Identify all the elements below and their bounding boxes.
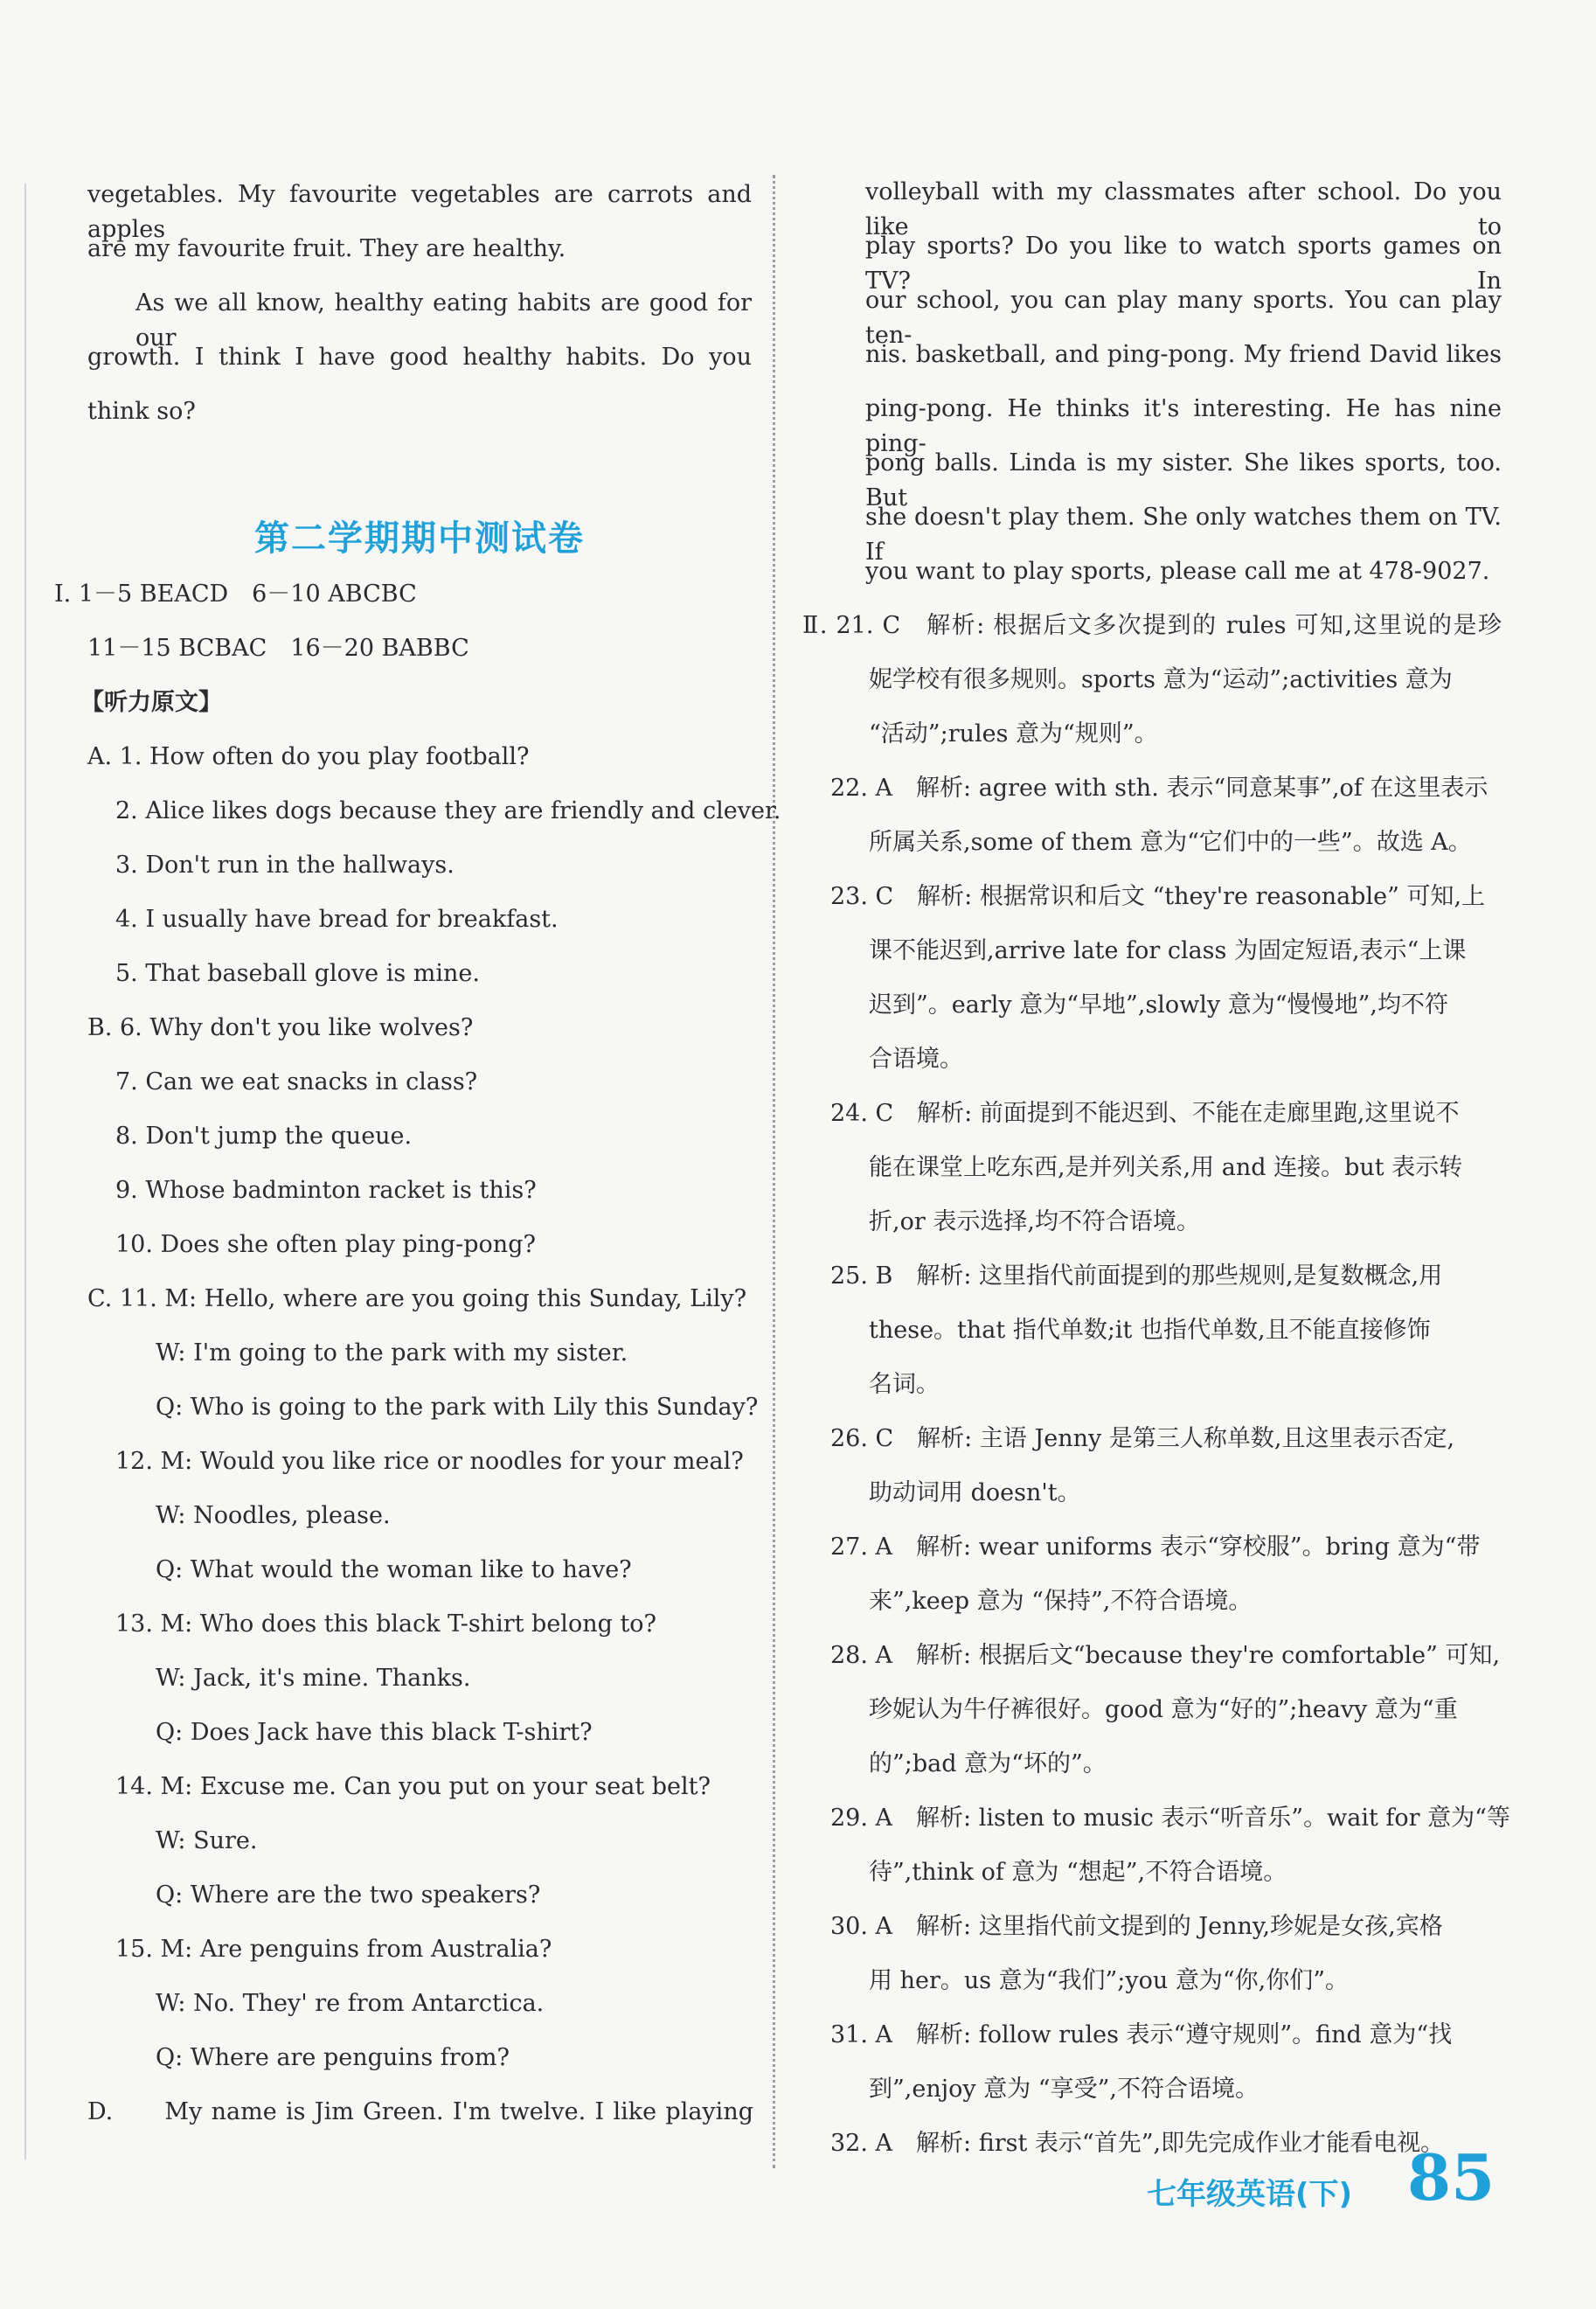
script-label: 【听力原文】: [80, 689, 222, 716]
script-line: W: Jack, it's mine. Thanks.: [156, 1665, 471, 1692]
text-line: are my favourite fruit. They are healthy.: [87, 235, 566, 262]
script-line: B. 6. Why don't you like wolves?: [87, 1014, 474, 1041]
script-line: 10. Does she often play ping-pong?: [115, 1231, 536, 1258]
script-line: Q: What would the woman like to have?: [156, 1556, 632, 1583]
explanation-line: 29. A 解析: listen to music 表示“听音乐”。wait for 意为“等: [830, 1805, 1510, 1832]
section-heading: 第二学期期中测试卷: [254, 518, 585, 559]
script-line: A. 1. How often do you play football?: [87, 743, 530, 770]
explanation-line: 到”,enjoy 意为 “享受”,不符合语境。: [869, 2076, 1259, 2103]
explanation-line: 名词。: [869, 1371, 940, 1398]
explanation-line: 能在课堂上吃东西,是并列关系,用 and 连接。but 表示转: [869, 1154, 1463, 1181]
script-line: 7. Can we eat snacks in class?: [115, 1068, 478, 1095]
explanation-line: 所属关系,some of them 意为“它们中的一些”。故选 A。: [869, 829, 1472, 856]
explanation-line: 来”,keep 意为 “保持”,不符合语境。: [869, 1588, 1253, 1615]
footer-book-title: 七年级英语(下): [1147, 2177, 1353, 2212]
text-line: vegetables. My favourite vegetables are carrots and apples: [87, 181, 752, 243]
script-line: nis. basketball, and ping-pong. My friend David likes: [865, 341, 1502, 368]
script-line: 12. M: Would you like rice or noodles for your meal?: [115, 1448, 744, 1475]
explanation-line: 28. A 解析: 根据后文“because they're comfortable” 可知,: [830, 1642, 1501, 1669]
script-line: 15. M: Are penguins from Australia?: [115, 1936, 552, 1963]
script-line: 4. I usually have bread for breakfast.: [115, 906, 559, 933]
column-divider: [773, 175, 775, 2168]
explanation-line: 合语境。: [869, 1046, 963, 1073]
explanation-line: 的”;bad 意为“坏的”。: [869, 1750, 1107, 1777]
text-line: think so?: [87, 398, 196, 425]
script-line: volleyball with my classmates after school. Do you like to: [865, 178, 1502, 240]
script-line: our school, you can play many sports. You can play ten-: [865, 287, 1502, 349]
explanation-line: 课不能迟到,arrive late for class 为固定短语,表示“上课: [869, 937, 1467, 964]
script-line: 9. Whose badminton racket is this?: [115, 1177, 537, 1204]
explanation-line: 31. A 解析: follow rules 表示“遵守规则”。find 意为“找: [830, 2021, 1453, 2048]
script-line: 5. That baseball glove is mine.: [115, 960, 480, 987]
explanation-line: 助动词用 doesn't。: [869, 1479, 1081, 1506]
script-line: Q: Where are the two speakers?: [156, 1881, 541, 1909]
script-line: you want to play sports, please call me at 478-9027.: [865, 558, 1490, 585]
script-line: W: Noodles, please.: [156, 1502, 391, 1529]
explanation-line: 用 her。us 意为“我们”;you 意为“你,你们”。: [869, 1967, 1350, 1994]
script-line: ping-pong. He thinks it's interesting. He has nine ping-: [865, 395, 1502, 457]
script-line: 2. Alice likes dogs because they are friendly and clever.: [115, 797, 781, 824]
explanation-line: 23. C 解析: 根据常识和后文 “they're reasonable” 可知,上: [830, 883, 1486, 910]
script-line: she doesn't play them. She only watches them on TV. If: [865, 504, 1502, 566]
explanation-line: 迟到”。early 意为“早地”,slowly 意为“慢慢地”,均不符: [869, 991, 1448, 1019]
text-line: As we all know, healthy eating habits are good for our: [135, 289, 752, 351]
explanation-line: 22. A 解析: agree with sth. 表示“同意某事”,of 在这里表示: [830, 775, 1488, 802]
explanation-line: 珍妮认为牛仔裤很好。good 意为“好的”;heavy 意为“重: [869, 1696, 1458, 1723]
script-line: 8. Don't jump the queue.: [115, 1123, 413, 1150]
page-number: 85: [1407, 2140, 1495, 2215]
explanation-line: 26. C 解析: 主语 Jenny 是第三人称单数,且这里表示否定,: [830, 1425, 1455, 1452]
explanation-line: “活动”;rules 意为“规则”。: [869, 720, 1158, 748]
answer-key-line: Ⅰ. 1－5 BEACD 6－10 ABCBC: [54, 581, 417, 608]
binding-edge: [24, 184, 26, 2159]
explanation-line: 妮学校有很多规则。sports 意为“运动”;activities 意为: [869, 666, 1453, 693]
explanation-line: 27. A 解析: wear uniforms 表示“穿校服”。bring 意为“带: [830, 1534, 1481, 1561]
explanation-line: 折,or 表示选择,均不符合语境。: [869, 1208, 1200, 1235]
script-line: 14. M: Excuse me. Can you put on your seat belt?: [115, 1773, 711, 1800]
explanation-line: 30. A 解析: 这里指代前文提到的 Jenny,珍妮是女孩,宾格: [830, 1913, 1443, 1940]
script-line: Q: Who is going to the park with Lily this Sunday?: [156, 1394, 759, 1421]
explanation-line: these。that 指代单数;it 也指代单数,且不能直接修饰: [869, 1317, 1431, 1344]
script-line: D. My name is Jim Green. I'm twelve. I like playing: [87, 2098, 753, 2125]
explanation-line: Ⅱ. 21. C 解析: 根据后文多次提到的 rules 可知,这里说的是珍: [802, 612, 1502, 639]
script-line: 13. M: Who does this black T-shirt belong to?: [115, 1610, 657, 1638]
script-line: Q: Does Jack have this black T-shirt?: [156, 1719, 593, 1746]
explanation-line: 32. A 解析: first 表示“首先”,即先完成作业才能看电视。: [830, 2130, 1445, 2157]
script-line: W: No. They' re from Antarctica.: [156, 1990, 545, 2017]
script-line: W: I'm going to the park with my sister.: [156, 1339, 628, 1367]
answer-key-line: 11－15 BCBAC 16－20 BABBC: [87, 635, 469, 662]
script-line: play sports? Do you like to watch sports games on TV? In: [865, 233, 1502, 295]
text-line: growth. I think I have good healthy habits. Do you: [87, 344, 752, 371]
explanation-line: 25. B 解析: 这里指代前面提到的那些规则,是复数概念,用: [830, 1262, 1443, 1290]
explanation-line: 待”,think of 意为 “想起”,不符合语境。: [869, 1859, 1287, 1886]
script-line: W: Sure.: [156, 1827, 258, 1854]
script-line: 3. Don't run in the hallways.: [115, 852, 455, 879]
explanation-line: 24. C 解析: 前面提到不能迟到、不能在走廊里跑,这里说不: [830, 1100, 1460, 1127]
script-line: Q: Where are penguins from?: [156, 2044, 510, 2071]
script-line: pong balls. Linda is my sister. She likes sports, too. But: [865, 449, 1502, 511]
script-line: C. 11. M: Hello, where are you going this Sunday, Lily?: [87, 1285, 747, 1312]
